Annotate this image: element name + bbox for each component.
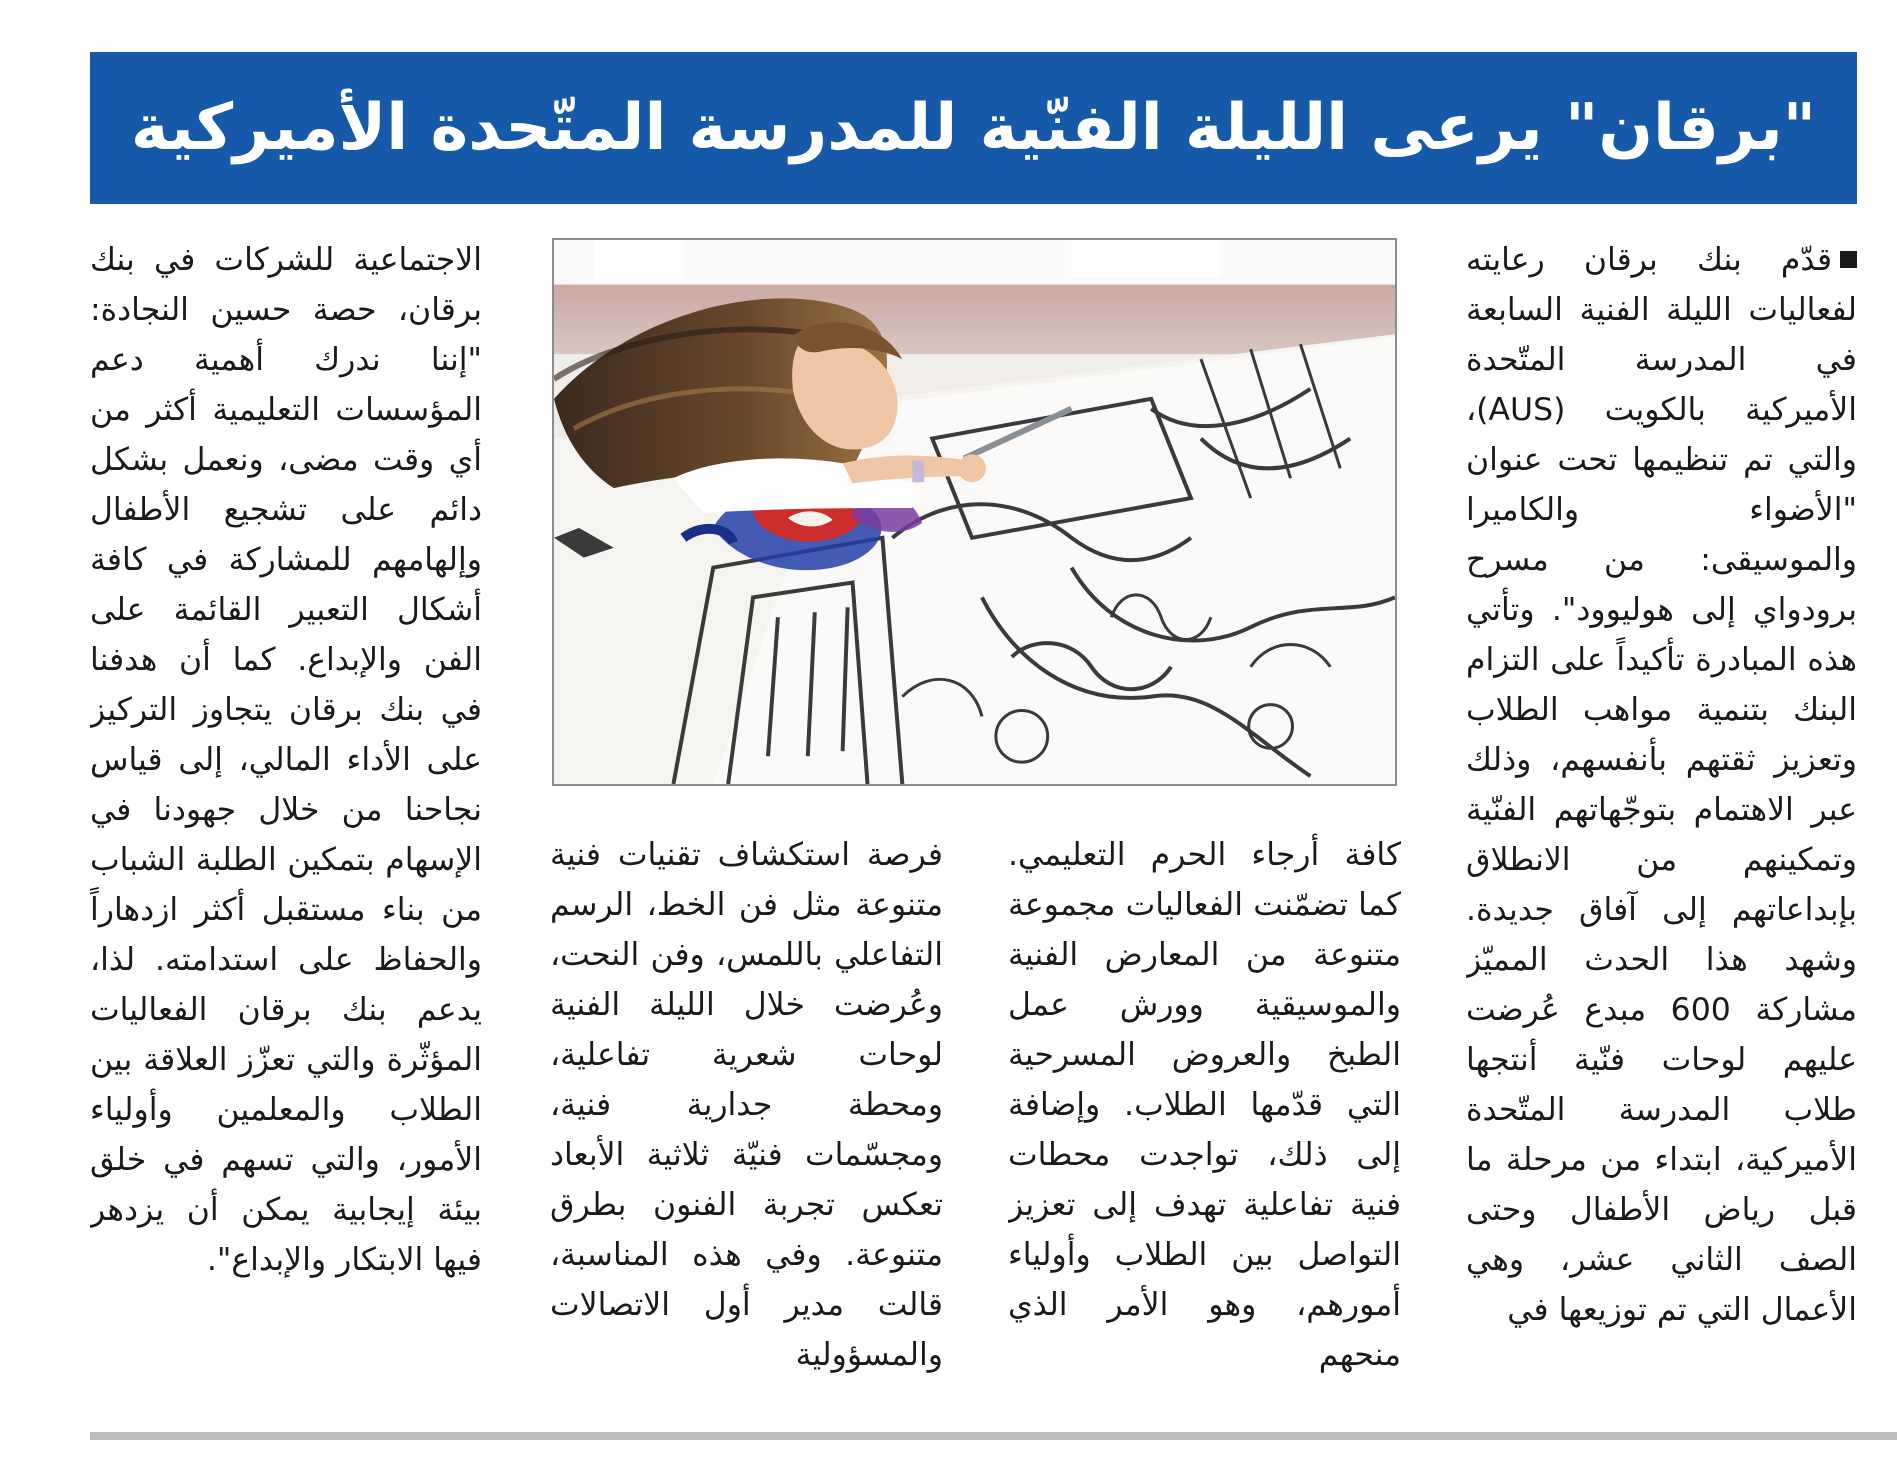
headline: "برقان" يرعى الليلة الفنّية للمدرسة المتّحدة الأميركية xyxy=(130,91,1817,165)
article-photo xyxy=(552,238,1397,786)
photo-girl-drawing-mural xyxy=(554,240,1395,784)
article-column-4 xyxy=(90,235,482,1385)
column-1-text: قدّم بنك برقان رعايته لفعاليات الليلة الفنية السابعة في المدرسة المتّحدة الأميركية بالكويت (AUS)، والتي تم تنظيمها تحت عنوان "الأضواء والكاميرا والموسيقى: من مسرح برودواي إلى هوليوود". وتأتي هذه المبادرة تأكيداً على التزام البنك بتنمية مواهب الطلاب وتعزيز ثقتهم بأنفسهم، وذلك عبر الاهتمام بتوجّهاتهم الفنّية وتمكينهم من الانطلاق بإبداعاتهم إلى آفاق جديدة. وشهد هذا الحدث المميّز مشاركة 600 مبدع عُرضت عليهم لوحات فنّية أنتجها طلاب المدرسة المتّحدة الأميركية، ابتداء من مرحلة ما قبل رياض الأطفال وحتى الصف الثاني عشر، وهي الأعمال التي تم توزيعها في xyxy=(1466,242,1857,1328)
bottom-divider xyxy=(90,1432,1897,1440)
article-column-1 xyxy=(1466,235,1857,1385)
square-bullet-icon xyxy=(1840,251,1857,268)
article-column-3 xyxy=(550,830,943,1385)
column-4-text: الاجتماعية للشركات في بنك برقان، حصة حسين النجادة: "إننا ندرك أهمية دعم المؤسسات التعليمية أكثر من أي وقت مضى، ونعمل بشكل دائم على تشجيع الأطفال وإلهامهم للمشاركة في كافة أشكال التعبير القائمة على الفن والإبداع. كما أن هدفنا في بنك برقان يتجاوز التركيز على الأداء المالي، إلى قياس نجاحنا من خلال جهودنا في الإسهام بتمكين الطلبة الشباب من بناء مستقبل أكثر ازدهاراً والحفاظ على استدامته. لذا، يدعم بنك برقان الفعاليات المؤثّرة والتي تعزّز العلاقة بين الطلاب والمعلمين وأولياء الأمور، والتي تسهم في خلق بيئة إيجابية يمكن أن يزدهر فيها الابتكار والإبداع". xyxy=(90,242,482,1278)
article-column-2 xyxy=(1008,830,1401,1385)
column-3-text: فرصة استكشاف تقنيات فنية متنوعة مثل فن الخط، الرسم التفاعلي باللمس، وفن النحت، وعُرضت خلال الليلة الفنية لوحات شعرية تفاعلية، ومحطة جدارية فنية، ومجسّمات فنيّة ثلاثية الأبعاد تعكس تجربة الفنون بطرق متنوعة. وفي هذه المناسبة، قالت مدير أول الاتصالات والمسؤولية xyxy=(550,837,943,1373)
column-2-text: كافة أرجاء الحرم التعليمي. كما تضمّنت الفعاليات مجموعة متنوعة من المعارض الفنية والموسيقية وورش عمل الطبخ والعروض المسرحية التي قدّمها الطلاب. وإضافة إلى ذلك، تواجدت محطات فنية تفاعلية تهدف إلى تعزيز التواصل بين الطلاب وأولياء أمورهم، وهو الأمر الذي منحهم xyxy=(1008,837,1401,1373)
headline-banner xyxy=(90,52,1857,204)
